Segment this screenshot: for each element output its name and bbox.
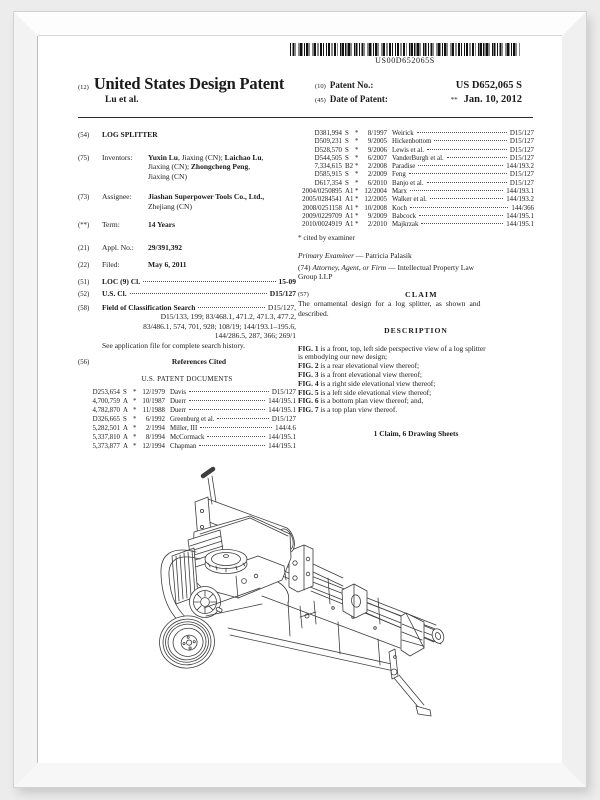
ref-classification: D15/127 (509, 130, 534, 137)
us-patent-documents-subtitle: U.S. PATENT DOCUMENTS (141, 374, 233, 383)
authors: Lu et al. (105, 95, 139, 105)
ref-date: 2/2008 (367, 163, 387, 171)
ref-date: 8/1997 (367, 130, 387, 137)
assignee-name: Jiashan Superpower Tools Co., Ltd., (148, 192, 265, 201)
field-of-search-continuation (102, 312, 296, 341)
dot-leader (427, 149, 507, 150)
ref-classification: 144/195.1 (506, 212, 534, 220)
inventor-text: Jiaxing (CN) (148, 171, 187, 181)
claim-field-number: (57) (298, 290, 309, 298)
inventor-text: , (261, 152, 264, 162)
dot-leader (130, 293, 267, 294)
ref-examiner-star: * (133, 434, 137, 441)
picture-frame (14, 12, 586, 787)
figure-label: FIG. 3 (298, 369, 319, 379)
ref-kind-code: S (123, 416, 127, 423)
ref-classification: D15/127 (271, 389, 296, 396)
patent-no-code: (10) (315, 83, 326, 90)
appl-no-row (78, 243, 296, 254)
ref-date: 9/2006 (367, 146, 387, 154)
ref-date: 6/1992 (145, 416, 165, 423)
ref-kind-code: S (345, 179, 349, 187)
figure-text: is a rear elevational view thereof; (318, 361, 420, 371)
ref-examiner-star: * (133, 389, 137, 396)
reference-row (298, 196, 534, 204)
claim-line: described. (298, 308, 329, 318)
ref-date: 9/2005 (367, 138, 387, 146)
ref-date: 6/2007 (367, 154, 387, 162)
us-class-label: U.S. Cl. (102, 289, 127, 298)
doc-code-number: (12) (78, 84, 89, 91)
ref-examiner-star: * (355, 146, 359, 154)
ref-inventor-name: Babcock (392, 212, 417, 220)
ref-examiner-star: * (133, 425, 137, 432)
date-footnote-stars: ** (450, 96, 458, 104)
reference-row (78, 424, 296, 433)
ref-patent-number: 2004/0250895 (302, 188, 342, 196)
wheel (155, 612, 218, 673)
ref-classification: D15/127 (509, 179, 534, 187)
ref-inventor-name: Marx (392, 188, 407, 196)
ref-kind-code: A1 (345, 188, 354, 196)
figure-text: is a front, top, left side perspective view of a log splitter (318, 343, 486, 353)
invention-title-row (78, 130, 296, 141)
ref-kind-code: B2 (345, 163, 354, 171)
dot-leader (434, 140, 506, 141)
ref-date: 12/1994 (142, 443, 165, 450)
dot-leader (418, 165, 503, 166)
dot-leader (189, 391, 269, 392)
figure-description-line (298, 406, 534, 415)
ref-patent-number: 2008/0251158 (302, 204, 342, 212)
ref-inventor-name: Feng (392, 171, 406, 179)
ref-patent-number: D544,505 (314, 154, 342, 162)
ref-date: 9/2009 (367, 212, 387, 220)
description-title: DESCRIPTION (384, 326, 448, 336)
ref-inventor-name: Weirick (392, 130, 414, 137)
filed-row (78, 260, 296, 271)
ref-patent-number: 7,334,615 (314, 163, 342, 171)
reference-row (78, 442, 296, 451)
inventor-text: , Jiaxing (CN); (177, 152, 225, 162)
dot-leader (189, 400, 265, 401)
ref-inventor-name: Koch (392, 204, 407, 212)
patent-no-label: Patent No.: (329, 80, 374, 90)
loc-class-row (78, 277, 296, 288)
reference-row (298, 213, 534, 221)
filed-label: Filed: (102, 260, 120, 269)
ref-date: 2/2010 (367, 221, 387, 229)
ref-patent-number: 5,337,810 (92, 434, 120, 441)
ref-date: 2/2009 (367, 171, 387, 179)
primary-examiner-row (298, 251, 534, 261)
ref-kind-code: S (345, 130, 349, 137)
ref-patent-number: D585,915 (314, 171, 342, 179)
field-number: (51) (78, 278, 90, 286)
ref-patent-number: D381,994 (314, 130, 342, 137)
ref-kind-code: S (345, 146, 349, 154)
filed-value: May 6, 2011 (148, 260, 187, 269)
dot-leader (143, 281, 275, 282)
ref-inventor-name: Duerr (170, 407, 187, 414)
figure-label: FIG. 4 (298, 378, 319, 388)
figure-text: is a top plan view thereof. (318, 405, 398, 415)
ref-patent-number: 5,373,877 (92, 443, 120, 450)
inventor-name: Yuxin Lu (148, 152, 178, 162)
term-label: Term: (102, 220, 120, 229)
search-classes-line: 83/486.1, 574, 701, 928; 108/19; 144/193.1–195.6, (143, 321, 296, 331)
invention-title: LOG SPLITTER (102, 130, 158, 139)
ref-date: 11/1988 (142, 407, 165, 414)
right-column (298, 130, 534, 438)
figure-text: is a right side elevational view thereof; (318, 378, 436, 388)
figure-label: FIG. 7 (298, 405, 319, 415)
dot-leader (207, 436, 265, 437)
ref-date: 12/1979 (142, 389, 165, 396)
assignee-value (148, 192, 264, 211)
reference-row (78, 406, 296, 415)
ref-examiner-star: * (133, 416, 137, 423)
ref-classification: 144/366 (511, 204, 534, 212)
ref-kind-code: A1 (345, 204, 354, 212)
ref-date: 6/2010 (367, 179, 387, 187)
dot-leader (430, 198, 503, 199)
ref-date: 10/2008 (364, 204, 387, 212)
reference-row (78, 388, 296, 397)
pusher-bracket (289, 545, 313, 592)
ref-inventor-name: Duerr (170, 398, 187, 405)
patent-figure (138, 456, 500, 730)
ref-kind-code: S (345, 154, 349, 162)
cited-by-examiner-note: * cited by examiner (298, 233, 355, 242)
dot-leader (198, 307, 264, 308)
dot-leader (189, 409, 265, 410)
ref-classification: 144/195.1 (268, 398, 296, 405)
field-number: (56) (78, 359, 90, 366)
ref-patent-number: D528,570 (314, 146, 342, 154)
barcode-text: US00D652065S (375, 56, 435, 65)
references-table-left (78, 388, 296, 451)
term-row (78, 220, 296, 231)
ref-patent-number: 4,782,870 (92, 407, 120, 414)
attorney-firm-line2: Group LLP (298, 272, 333, 282)
ref-patent-number: D326,665 (92, 416, 120, 423)
attorney-row (298, 263, 534, 282)
header-divider (78, 117, 533, 118)
ref-classification: 144/195.1 (268, 407, 296, 414)
inventor-text: , (248, 162, 251, 171)
ref-examiner-star: * (355, 154, 359, 162)
claims-sheets-note: 1 Claim, 6 Drawing Sheets (373, 428, 459, 438)
ref-patent-number: 2010/0024919 (302, 221, 342, 229)
inventor-text: Jiaxing (CN); (148, 162, 191, 171)
dot-leader (427, 182, 507, 183)
header-right (315, 80, 522, 108)
date-label: Date of Patent: (329, 94, 388, 104)
attorney-field-number: (74) (298, 262, 311, 272)
reference-row (298, 163, 534, 171)
dot-leader (417, 132, 507, 133)
references-table-right (298, 130, 534, 230)
ref-examiner-star: * (355, 130, 359, 137)
figure-text: is embodying our new design; (298, 352, 388, 362)
date-code: (45) (315, 97, 326, 104)
field-number: (21) (78, 244, 90, 252)
figure-text: is a bottom plan view thereof; and, (318, 396, 424, 406)
ref-classification: 144/195.1 (268, 443, 296, 450)
ref-patent-number: D509,231 (314, 138, 342, 146)
dot-leader (200, 427, 272, 428)
ref-examiner-star: * (133, 407, 137, 414)
figure-text: is a front elevational view thereof; (318, 369, 422, 379)
ref-kind-code: S (345, 138, 349, 146)
reference-row (78, 397, 296, 406)
figure-text: is a left side elevational view thereof; (318, 387, 432, 397)
header-left (78, 74, 318, 105)
ref-patent-number: 2005/0284541 (302, 196, 342, 204)
field-of-search-label: Field of Classification Search (102, 302, 196, 312)
ref-inventor-name: Davis (170, 389, 187, 396)
claim-text (298, 299, 534, 318)
ref-examiner-star: * (355, 188, 359, 196)
figure-label: FIG. 2 (298, 361, 319, 371)
dot-leader (410, 190, 503, 191)
ref-date: 2/1994 (145, 425, 165, 432)
ref-inventor-name: Miller, III (170, 425, 198, 432)
ref-kind-code: A (123, 443, 128, 450)
claim-title: CLAIM (404, 289, 438, 299)
loc-class-value: 15-09 (278, 276, 296, 286)
figure-label: FIG. 6 (298, 396, 319, 406)
patent-no-value: US D652,065 S (455, 80, 522, 91)
search-history-note: See application file for complete search history. (102, 340, 246, 350)
dot-leader (421, 223, 503, 224)
ref-kind-code: S (123, 389, 127, 396)
references-cited-heading (78, 357, 296, 368)
ref-examiner-star: * (355, 212, 359, 220)
ref-examiner-star: * (355, 179, 359, 187)
ref-classification: D15/127 (509, 146, 534, 154)
inventors-value (148, 153, 263, 182)
reference-row (298, 188, 534, 196)
reference-row (298, 147, 534, 155)
ref-examiner-star: * (355, 138, 359, 146)
patent-document-page (38, 36, 562, 763)
barcode (290, 43, 520, 56)
document-title: United States Design Patent (93, 74, 285, 93)
ref-kind-code: A (123, 425, 128, 432)
ref-kind-code: A1 (345, 212, 354, 220)
ref-classification: D15/127 (509, 138, 534, 146)
inventors-label: Inventors: (102, 152, 133, 162)
ref-date: 8/1994 (145, 434, 165, 441)
loc-class-label: LOC (9) Cl. (102, 276, 141, 286)
ref-classification: 144/4.6 (275, 425, 296, 432)
ref-patent-number: 4,700,759 (92, 398, 120, 405)
figure-descriptions (298, 345, 534, 415)
assignee-row (78, 192, 296, 211)
claim-heading (298, 290, 534, 300)
ref-inventor-name: Chapman (170, 443, 197, 450)
reference-row (298, 221, 534, 229)
ref-kind-code: A (123, 398, 128, 405)
field-number: (73) (78, 194, 90, 201)
field-number: (22) (78, 262, 90, 269)
ref-classification: 144/195.1 (268, 434, 296, 441)
field-number: (52) (78, 291, 90, 298)
ref-inventor-name: McCormack (170, 434, 205, 441)
left-column (78, 130, 296, 451)
search-classes-line: 144/286.5, 287, 366; 269/1 (214, 331, 296, 340)
search-classes-line: D15/133, 199; 83/468.1, 471.2, 471.3, 477.2, (160, 312, 296, 321)
dot-leader (409, 173, 507, 174)
dot-leader (199, 445, 265, 446)
attorney-label: Attorney, Agent, or Firm (312, 262, 387, 272)
ref-inventor-name: Walker et al. (392, 196, 427, 204)
reference-row (298, 155, 534, 163)
ref-date: 10/1987 (142, 398, 165, 405)
ref-classification: 144/193.2 (506, 196, 534, 204)
dot-leader (217, 418, 268, 419)
ref-kind-code: A1 (345, 221, 354, 229)
reference-row (298, 205, 534, 213)
ref-date: 12/2005 (364, 196, 387, 204)
ref-classification: 144/193.1 (506, 188, 534, 196)
term-value: 14 Years (148, 220, 176, 229)
dot-leader (447, 157, 507, 158)
reference-row (78, 433, 296, 442)
assignee-label: Assignee: (102, 192, 132, 201)
date-value: Jan. 10, 2012 (463, 94, 522, 105)
ref-kind-code: A (123, 407, 128, 414)
ref-classification: D15/127 (509, 171, 534, 179)
figure-label: FIG. 5 (298, 387, 319, 397)
assignee-location: Zhejiang (CN) (148, 201, 192, 211)
reference-row (298, 138, 534, 146)
ref-patent-number: D253,654 (92, 389, 120, 396)
ref-examiner-star: * (133, 398, 137, 405)
ref-examiner-star: * (133, 443, 137, 450)
ref-patent-number: 2009/0229709 (302, 212, 342, 220)
references-cited-title: References Cited (171, 357, 227, 366)
figure-label: FIG. 1 (298, 343, 319, 353)
ref-kind-code: A1 (345, 196, 354, 204)
reference-row (298, 130, 534, 138)
dot-leader (419, 215, 503, 216)
ref-inventor-name: VanderBurgh et al. (392, 154, 444, 162)
ref-inventor-name: Hickenbottom (392, 138, 432, 146)
ref-examiner-star: * (355, 163, 359, 171)
ref-patent-number: 5,282,501 (92, 425, 120, 432)
ref-inventor-name: Paradise (392, 163, 416, 171)
primary-examiner-label: Primary Examiner (298, 251, 355, 261)
ref-classification: 144/195.1 (506, 221, 534, 229)
dot-leader (410, 207, 508, 208)
field-number: (54) (78, 132, 90, 139)
ref-examiner-star: * (355, 221, 359, 229)
appl-no-label: Appl. No.: (102, 242, 134, 252)
ref-date: 12/2004 (364, 188, 387, 196)
reference-row (298, 171, 534, 179)
ref-kind-code: S (345, 171, 349, 179)
inventor-name: Laichao Lu (224, 152, 262, 162)
ref-examiner-star: * (355, 204, 359, 212)
us-class-value: D15/127 (269, 289, 296, 298)
inventors-row (78, 153, 296, 182)
reference-row (298, 180, 534, 188)
inventor-name: Zhongcheng Peng (190, 162, 249, 171)
ref-patent-number: D617,354 (314, 179, 342, 187)
ref-inventor-name: Majkrzak (392, 221, 419, 229)
primary-examiner-name: — Patricia Palasik (354, 251, 412, 261)
ref-examiner-star: * (355, 196, 359, 204)
field-number: (58) (78, 304, 90, 312)
ref-classification: D15/127 (271, 416, 296, 423)
field-of-search-value: D15/127, (267, 302, 296, 312)
field-number: (**) (78, 222, 90, 229)
ref-examiner-star: * (355, 171, 359, 179)
reference-row (78, 415, 296, 424)
claim-line: The ornamental design for a log splitter, as shown and (298, 299, 481, 309)
appl-no-value: 29/391,392 (148, 242, 182, 252)
ref-kind-code: A (123, 434, 128, 441)
ref-inventor-name: Lewis et al. (392, 146, 424, 154)
field-number: (75) (78, 154, 90, 162)
attorney-value: — Intellectual Property Law (386, 262, 475, 272)
ref-inventor-name: Greenburg et al. (170, 416, 215, 423)
log-splitter-drawing (138, 456, 500, 730)
ref-inventor-name: Banjo et al. (392, 179, 424, 187)
ref-classification: 144/193.2 (506, 163, 534, 171)
us-class-row (78, 289, 296, 300)
ref-classification: D15/127 (509, 154, 534, 162)
field-of-search-row (78, 303, 296, 351)
